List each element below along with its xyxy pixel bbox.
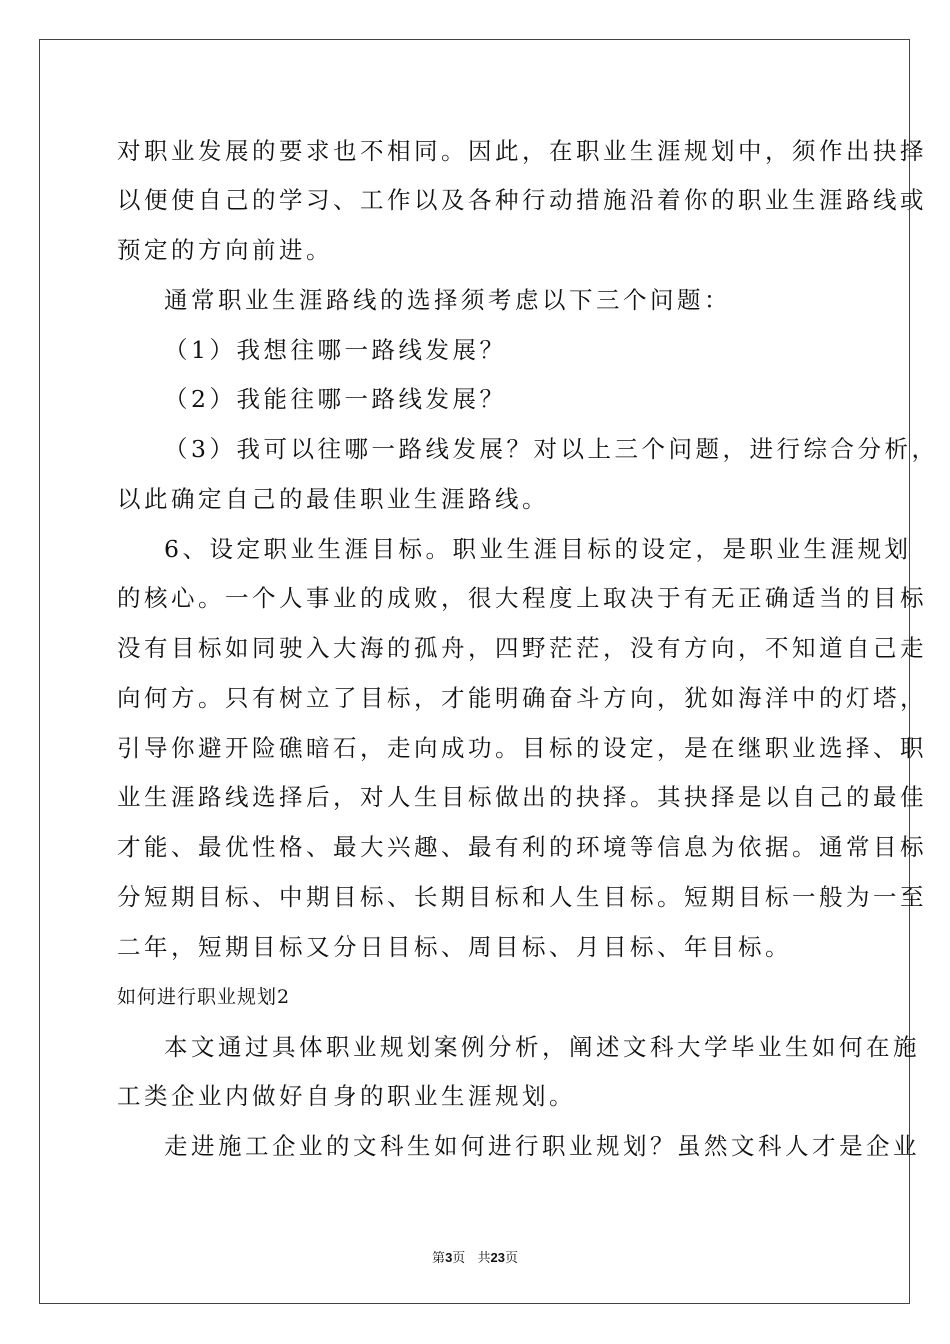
body-line: 业生涯路线选择后，对人生目标做出的抉择。其抉择是以自己的最佳 [117, 783, 927, 811]
body-line: 引导你避开险礁暗石，走向成功。目标的设定，是在继职业选择、职 [117, 734, 927, 762]
body-line: （1）我想往哪一路线发展？ [164, 336, 507, 364]
body-line: 向何方。只有树立了目标，才能明确奋斗方向，犹如海洋中的灯塔， [117, 684, 927, 712]
body-line: （2）我能往哪一路线发展？ [164, 385, 507, 413]
page-indicator: 第3页 [432, 1250, 466, 1266]
body-line: 走进施工企业的文科生如何进行职业规划？虽然文科人才是企业 [164, 1132, 920, 1160]
body-line: 二年，短期目标又分日目标、周目标、月目标、年目标。 [117, 933, 792, 961]
body-line: 对职业发展的要求也不相同。因此，在职业生涯规划中，须作出抉择 [117, 137, 927, 165]
page-footer [0, 1250, 950, 1267]
body-line: （3）我可以往哪一路线发展？对以上三个问题，进行综合分析， [164, 435, 939, 463]
body-line: 预定的方向前进。 [117, 236, 333, 264]
body-line: 没有目标如同驶入大海的孤舟，四野茫茫，没有方向，不知道自己走 [117, 634, 927, 662]
body-line: 分短期目标、中期目标、长期目标和人生目标。短期目标一般为一至 [117, 883, 927, 911]
body-line: 6、设定职业生涯目标。职业生涯目标的设定，是职业生涯规划 [164, 535, 912, 563]
body-line: 以便使自己的学习、工作以及各种行动措施沿着你的职业生涯路线或 [117, 186, 927, 214]
body-line: 的核心。一个人事业的成败，很大程度上取决于有无正确适当的目标 [117, 584, 927, 612]
body-line: 通常职业生涯路线的选择须考虑以下三个问题： [164, 286, 731, 314]
body-line: 本文通过具体职业规划案例分析，阐述文科大学毕业生如何在施 [164, 1033, 920, 1061]
body-line: 以此确定自己的最佳职业生涯路线。 [117, 485, 549, 513]
section-heading: 如何进行职业规划2 [117, 986, 291, 1008]
total-pages-indicator: 共23页 [477, 1250, 518, 1266]
body-line: 工类企业内做好自身的职业生涯规划。 [117, 1082, 576, 1110]
body-line: 才能、最优性格、最大兴趣、最有利的环境等信息为依据。通常目标 [117, 833, 927, 861]
page-border [39, 39, 910, 1304]
